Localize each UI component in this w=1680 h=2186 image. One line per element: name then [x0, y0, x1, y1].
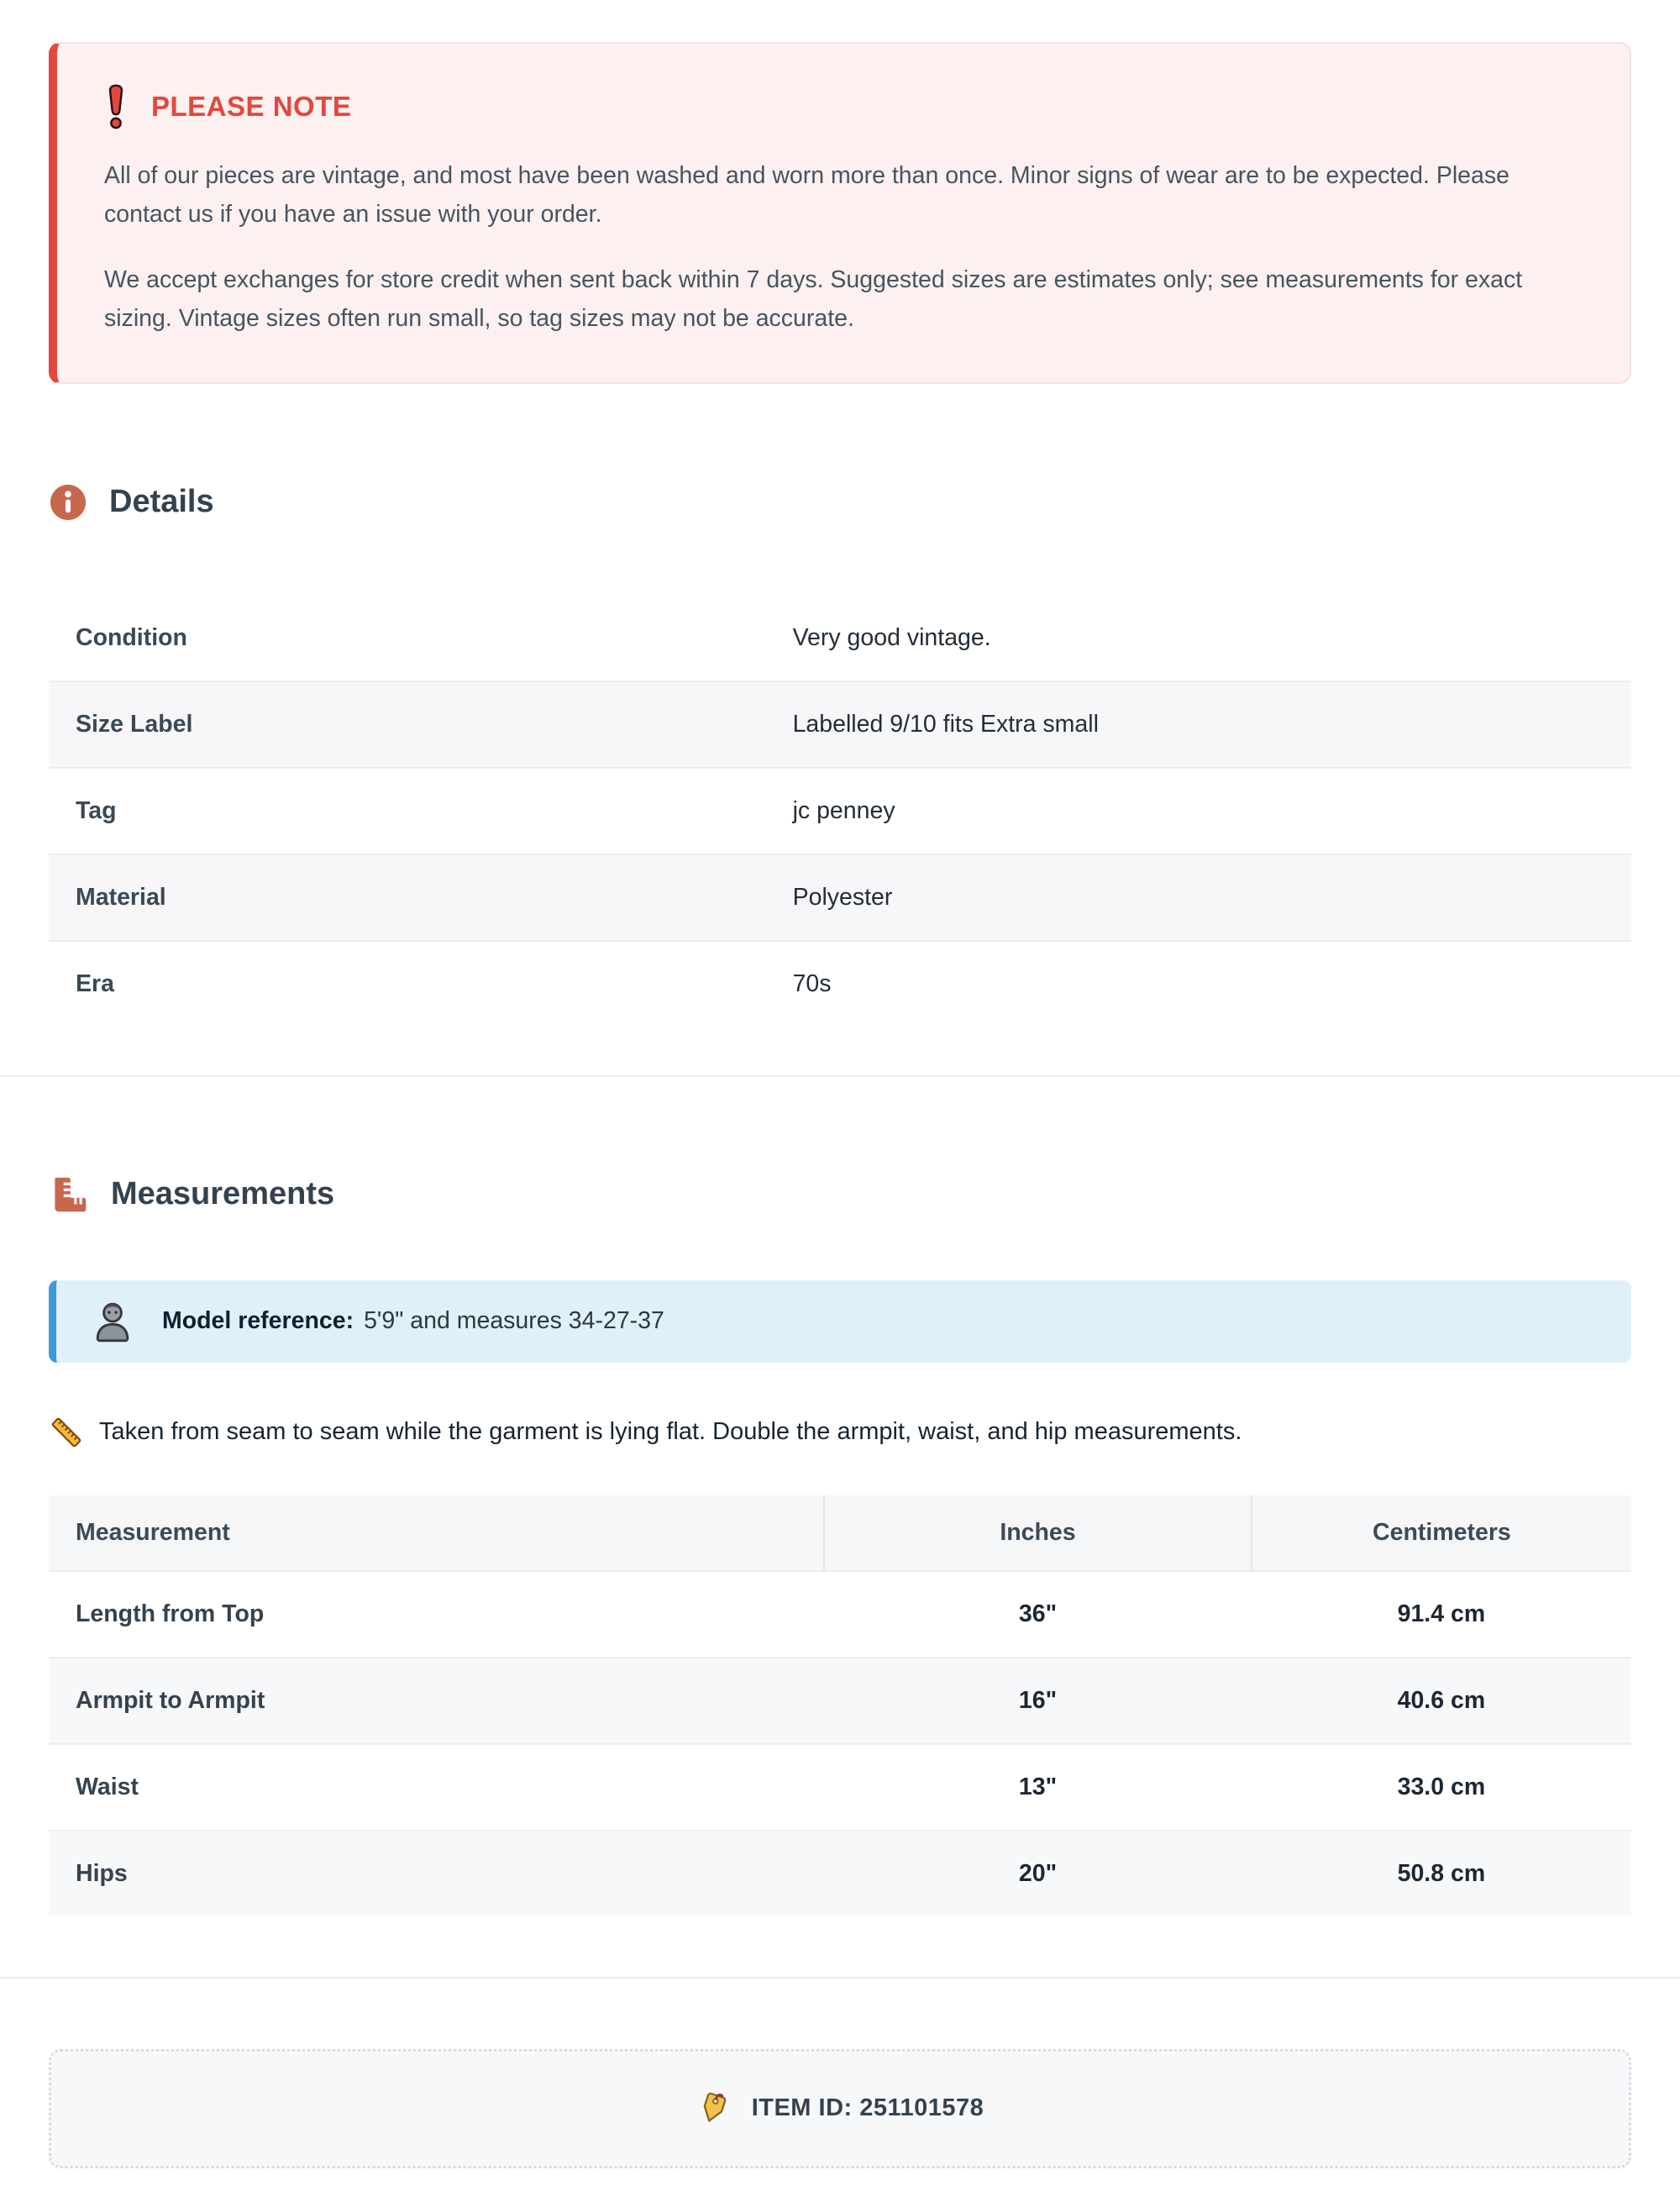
detail-value: 70s: [792, 970, 832, 997]
alert-title: PLEASE NOTE: [151, 91, 352, 122]
corner-ruler-icon: [49, 1174, 89, 1215]
table-row: [49, 1831, 1631, 1916]
measurements-table: [49, 1495, 1631, 1916]
details-heading-label: Details: [109, 484, 214, 520]
measurement-label: Armpit to Armpit: [76, 1686, 265, 1714]
details-table: [49, 596, 1631, 1027]
details-section: [49, 483, 1631, 1027]
measurement-label: Hips: [76, 1859, 128, 1887]
detail-label: Era: [76, 970, 114, 997]
measurement-inches: 36": [1018, 1600, 1058, 1627]
column-header-inches: Inches: [824, 1495, 1252, 1571]
measurement-inches: 13": [1018, 1773, 1058, 1800]
model-reference-label: Model reference:: [162, 1307, 354, 1335]
detail-value: Labelled 9/10 fits Extra small: [792, 710, 1099, 738]
column-header-measurement: Measurement: [76, 1518, 230, 1546]
measurements-heading: [49, 1174, 1631, 1215]
table-row: [49, 854, 1631, 940]
table-row: [49, 1744, 1631, 1831]
model-reference-text: [162, 1307, 664, 1335]
measurements-heading-label: Measurements: [111, 1176, 335, 1212]
info-icon: [49, 483, 87, 522]
measuring-note: [49, 1415, 1631, 1450]
measurements-section: [49, 1174, 1631, 1916]
details-heading: [49, 483, 1631, 522]
measurement-cm: 40.6 cm: [1397, 1686, 1486, 1714]
model-reference-value: 5'9" and measures 34-27-37: [364, 1307, 664, 1335]
section-divider: [0, 1075, 1680, 1077]
alert-paragraph-1: All of our pieces are vintage, and most have been washed and worn more than once. Minor signs of wear are to be expected. Please contact us if you have an issue with your order.: [104, 162, 1509, 229]
section-divider: [0, 1977, 1680, 1978]
table-row: [49, 1658, 1631, 1744]
table-row: [49, 680, 1631, 767]
table-header-row: [49, 1495, 1631, 1571]
exclamation-icon: [104, 84, 128, 129]
measurement-label: Length from Top: [76, 1600, 265, 1627]
measurement-cm: 33.0 cm: [1397, 1773, 1486, 1800]
bust-icon: [90, 1299, 135, 1344]
table-row: [49, 596, 1631, 680]
detail-value: Polyester: [792, 883, 893, 911]
detail-label: Size Label: [76, 710, 193, 738]
detail-label: Condition: [76, 623, 187, 651]
column-header-centimeters: Centimeters: [1252, 1495, 1631, 1571]
detail-value: jc penney: [792, 796, 895, 824]
alert-title-row: [104, 84, 1588, 129]
measurement-inches: 16": [1018, 1686, 1058, 1714]
straight-ruler-icon: [49, 1415, 84, 1450]
table-row: [49, 1571, 1631, 1658]
measurement-cm: 91.4 cm: [1397, 1600, 1486, 1627]
detail-value: Very good vintage.: [792, 623, 991, 651]
measurement-label: Waist: [76, 1773, 139, 1800]
tag-icon: [696, 2090, 733, 2127]
detail-label: Tag: [76, 796, 117, 824]
measuring-note-text: Taken from seam to seam while the garment is lying flat. Double the armpit, waist, and hip measurements.: [99, 1418, 1242, 1446]
detail-label: Material: [76, 883, 166, 911]
model-reference-callout: [49, 1280, 1631, 1363]
alert-paragraph-2: We accept exchanges for store credit when sent back within 7 days. Suggested sizes are estimates only; see measurements for exact sizing. Vintage sizes often run small, so tag sizes may not be accurate.: [104, 266, 1523, 333]
measurement-cm: 50.8 cm: [1397, 1859, 1486, 1887]
table-row: [49, 940, 1631, 1027]
please-note-alert: [49, 42, 1631, 384]
measurement-inches: 20": [1018, 1859, 1058, 1887]
item-id-box: [49, 2049, 1631, 2168]
item-id-text: ITEM ID: 251101578: [751, 2094, 984, 2122]
table-row: [49, 767, 1631, 854]
